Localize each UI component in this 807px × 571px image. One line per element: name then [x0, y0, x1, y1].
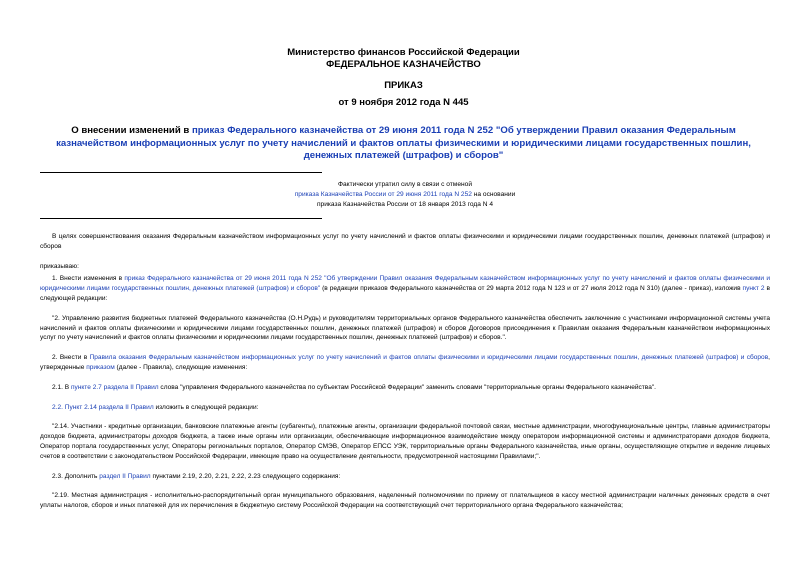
- paragraph-1-text-c: в следующей редакции:: [40, 285, 770, 302]
- paragraph-2-1: [40, 383, 770, 393]
- doc-date-number: от 9 ноября 2012 года N 445: [338, 97, 469, 108]
- intro-paragraph: В целях совершенствования оказания Федеральным казначейством информационных услуг по учету начислений и фактов оплаты физическими и юридическими лицами государственных пошлин, денежных платежей (штрафов) и сборов: [40, 233, 770, 250]
- status-note-line1: Фактически утратил силу в связи с отменой: [337, 181, 473, 188]
- paragraph-1: [40, 274, 770, 303]
- ministry-heading: Министерство финансов Российской Федерации: [287, 47, 520, 58]
- paragraph-2: [40, 353, 770, 373]
- title-order-link[interactable]: приказ Федерального казначейства от 29 июня 2011 года N 252 "Об утверждении Правил оказания Федеральным казначейством информационных услуг по учету начислений и фактов оплаты физическими и юридическими лицами государственных пошлин, денежных платежей (штрафов) и сборов": [56, 125, 751, 161]
- quote-point-2-19: "2.19. Местная администрация - исполнительно-распорядительный орган муниципального образования, наделенный полномочиями по приему от плательщиков в кассу местной администрации наличных денежных средств в счет уплаты налогов, сборов и иных платежей для их перечисления в бюджетную систему Российской Федерации на соответствующий счет территориального органа Федерального казначейства;: [40, 492, 770, 510]
- doc-type-heading: ПРИКАЗ: [384, 80, 423, 91]
- paragraph-2-2-link[interactable]: 2.2. Пункт 2.14 раздела II Правил: [52, 403, 154, 411]
- paragraph-2-3-text-a: 2.3. Дополнить: [52, 472, 100, 480]
- paragraph-1-point-link[interactable]: пункт 2: [742, 285, 765, 293]
- top-divider: [40, 172, 322, 173]
- paragraph-2-text-a: 2. Внести в: [52, 354, 90, 362]
- paragraph-2-2-text: изложить в следующей редакции:: [153, 403, 259, 411]
- paragraph-2-2: [40, 403, 770, 413]
- paragraph-2-order-link[interactable]: приказом: [86, 363, 115, 371]
- quote-point-2-14: "2.14. Участники - кредитные организации, банковские платежные агенты (субагенты), платежные агенты, организации федеральной почтовой связи, местные администрации, многофункциональные центры, главные администраторы доходов бюджета, администраторы доходов бюджета, а также иные органы или организации, обеспечивающие информационное взаимодействие между оператором информационной системы и администраторами доходов бюджета, Оператор портала государственных услуг, Операторы региональных порталов, Оператор СМЭВ, Оператор ЕПСС УЭК, территориальные органы Федерального казначейства, иные органы, осуществляющие открытие и ведение лицевых счетов в соответствии с законодательством Российской Федерации, имеющие право на осуществление деятельности, предусмотренной настоящими Правилами;".: [40, 423, 770, 460]
- paragraph-1-order-link[interactable]: приказ Федерального казначейства от 29 июня 2011 года N 252 "Об утверждении Правил оказания Федеральным казначейством информационных услуг по учету начислений и фактов оплаты физическими и юридическими лицами государственных пошлин, денежных платежей (штрафов) и сборов": [40, 275, 770, 293]
- paragraph-2-3: [40, 472, 770, 482]
- status-note-line2: [40, 190, 770, 201]
- paragraph-2-rules-link[interactable]: Правила оказания Федеральным казначейством информационных услуг по учету начислений и фактов оплаты физическими и юридическими лицами государственных пошлин, денежных платежей (штрафов) и сборов: [89, 354, 769, 362]
- title-prefix: О внесении изменений в: [71, 125, 192, 136]
- paragraph-2-1-text-a: 2.1. В: [52, 383, 71, 391]
- cancelled-order-link[interactable]: приказа Казначейства России от 29 июня 2011 года N 252: [294, 191, 472, 198]
- paragraph-2-1-text-b: слова "управления Федерального казначейства по субъектам Российской Федерации" заменить словами "территориальные органы Федерального казначейства".: [158, 383, 656, 391]
- quote-point-2: "2. Управлению развития бюджетных платежей Федерального казначейства (О.Н.Рудь) и руководителям территориальных органов Федерального казначейства обеспечить заключение с участниками информационной системы учета начислений и фактов оплаты физическими и юридическими лицами государственных пошлин, денежных платежей (штрафов) и сборов Договоров присоединения к Правилам оказания Федеральным казначейством информационных услуг по учету начислений и фактов оплаты физическими и юридическими лицами государственных пошлин, денежных платежей (штрафов) и сборов.".: [40, 314, 770, 342]
- status-note-line3: приказа Казначейства России от 18 января 2013 года N 4: [316, 201, 494, 208]
- document-body: [40, 232, 770, 511]
- paragraph-2-text-b: , утвержденные: [40, 354, 770, 371]
- paragraph-1-text-b: (в редакции приказов Федерального казначейства от 29 марта 2012 года N 123 и от 27 июля 2012 года N 310) (далее - приказ), изложив: [320, 285, 743, 293]
- order-word: приказываю:: [40, 262, 79, 270]
- document-title: [40, 125, 767, 163]
- paragraph-2-3-text-b: пунктами 2.19, 2.20, 2.21, 2.22, 2.23 следующего содержания:: [150, 472, 341, 480]
- paragraph-2-text-c: (далее - Правила), следующие изменения:: [114, 363, 248, 371]
- paragraph-1-text-a: 1. Внести изменения в: [52, 275, 125, 283]
- bottom-divider: [40, 218, 322, 219]
- status-note-line2-rest: на основании: [471, 191, 516, 198]
- paragraph-2-1-link[interactable]: пункте 2.7 раздела II Правил: [70, 383, 159, 391]
- treasury-heading: ФЕДЕРАЛЬНОЕ КАЗНАЧЕЙСТВО: [326, 59, 481, 70]
- paragraph-2-3-link[interactable]: раздел II Правил: [99, 472, 151, 480]
